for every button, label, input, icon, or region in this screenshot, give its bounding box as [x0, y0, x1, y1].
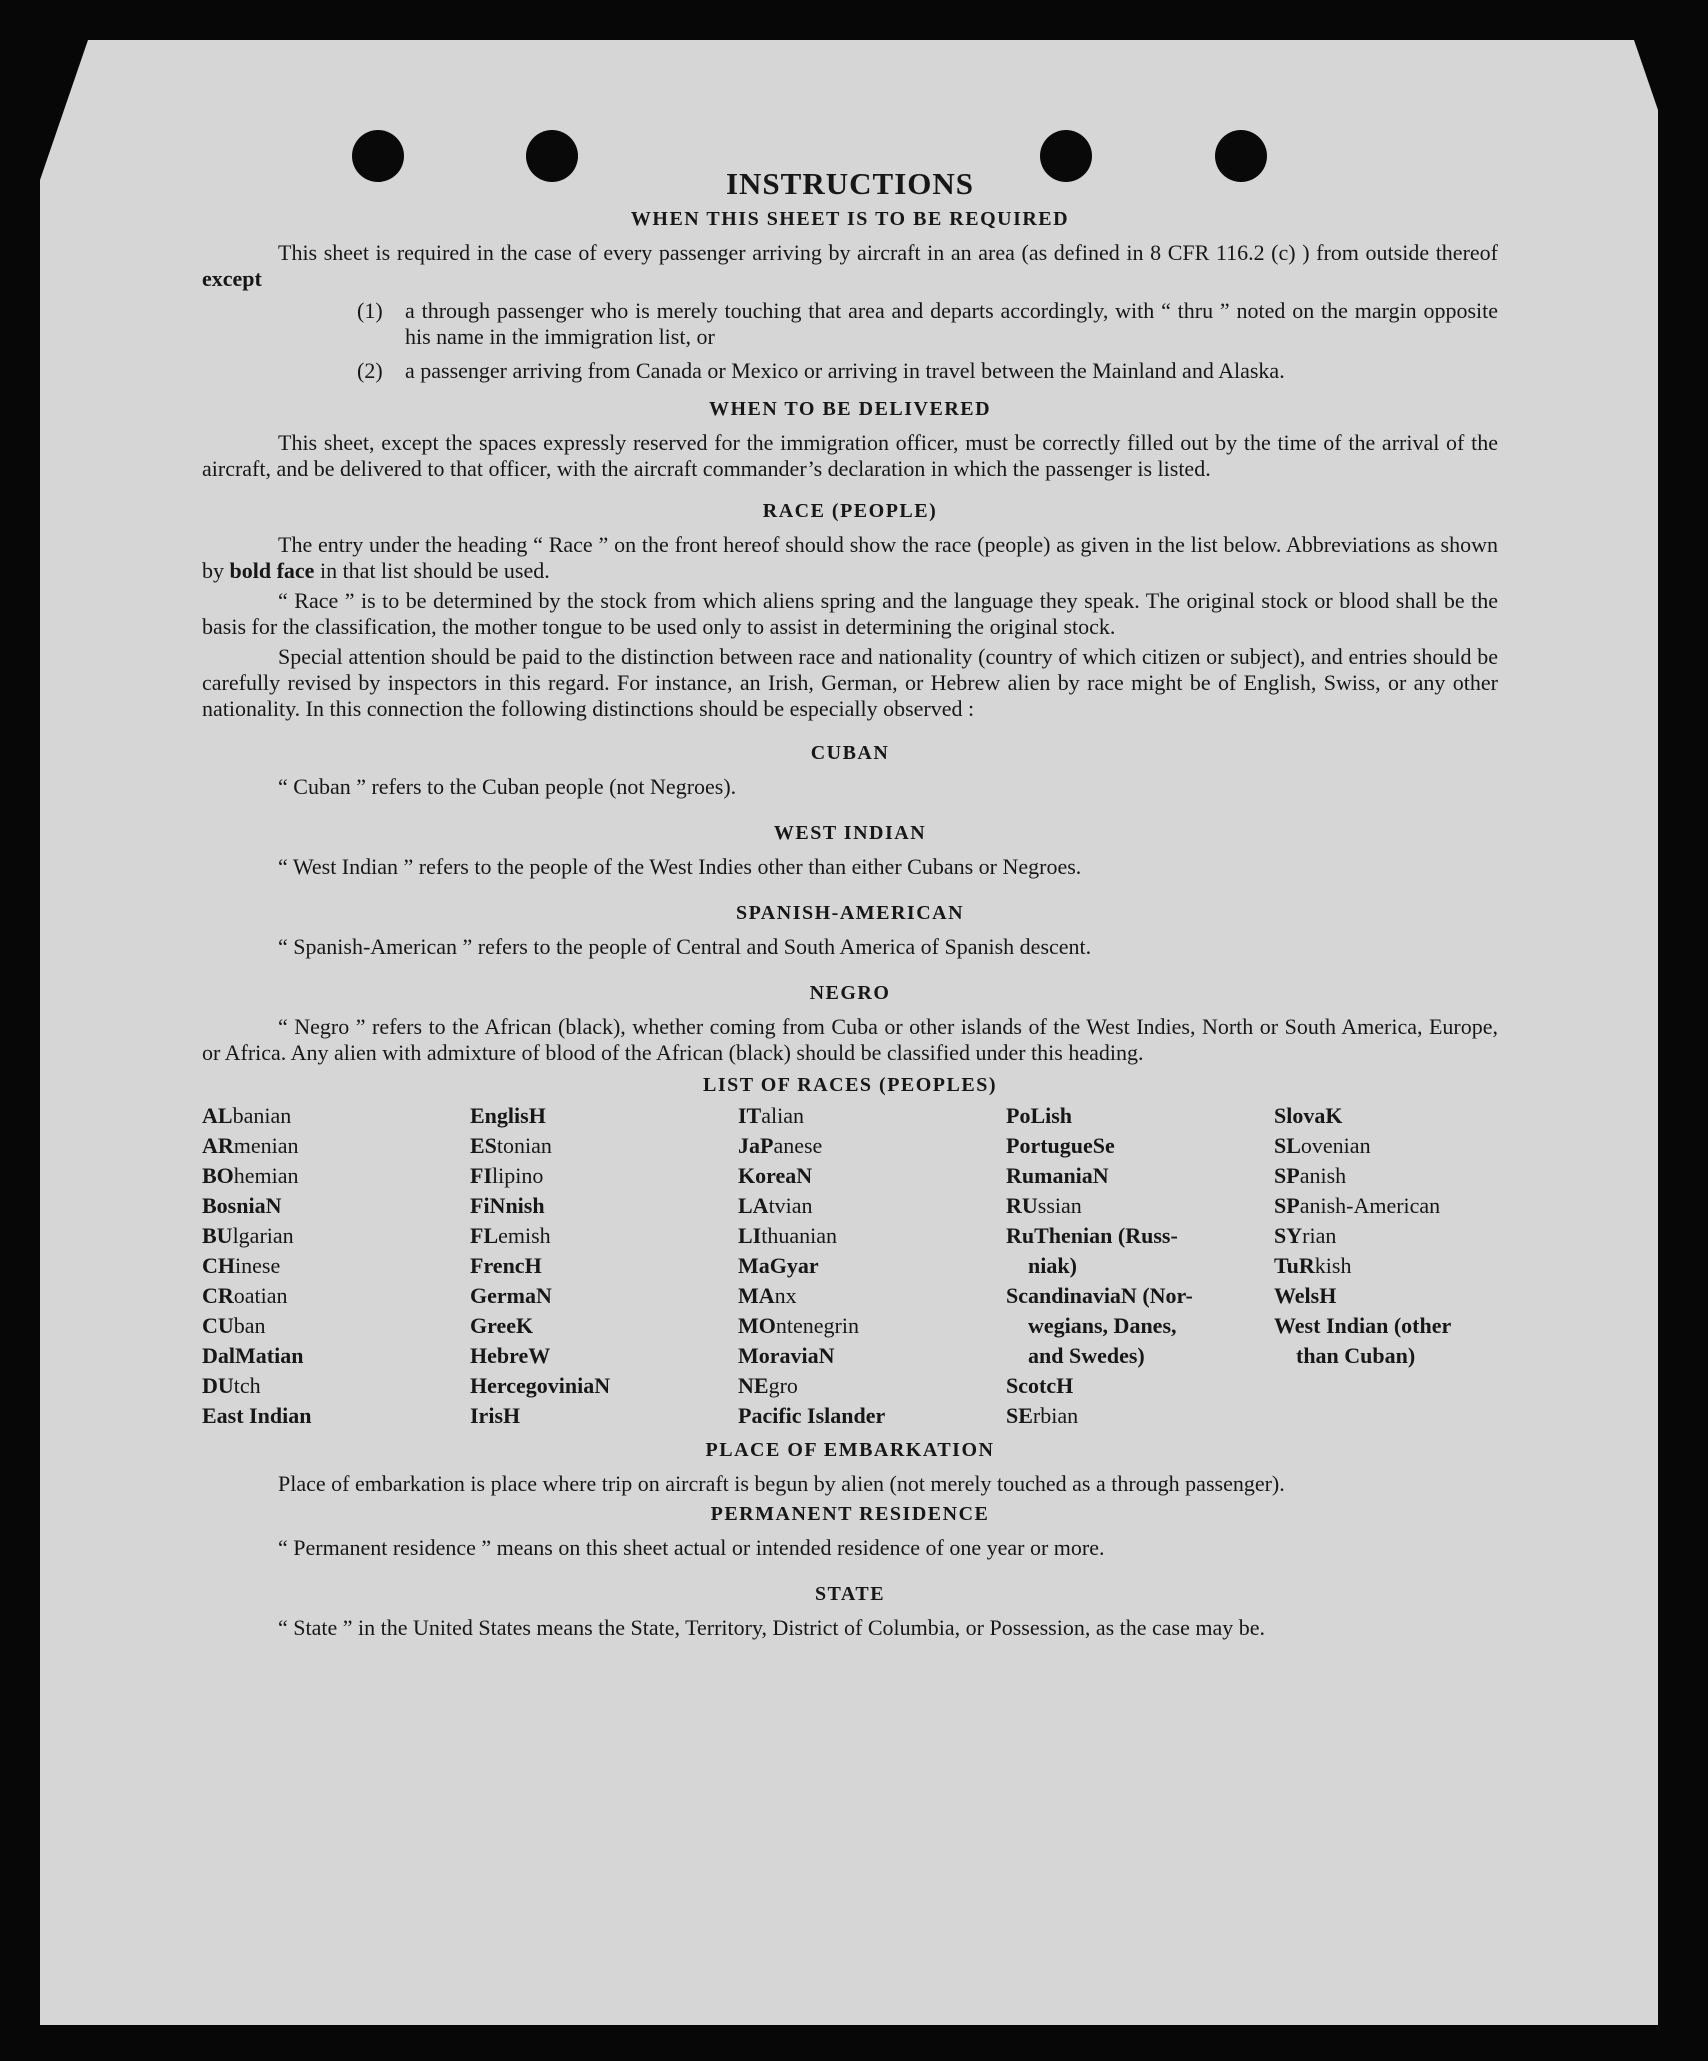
para-embarkation: Place of embarkation is place where trip on aircraft is begun by alien (not merely touched as a through passenger).: [278, 1471, 1285, 1496]
para-required: This sheet is required in the case of every passenger arriving by aircraft in an area (as defined in 8 CFR 116.2 (c) ) from outside thereof except: [202, 240, 1498, 291]
para-cuban: “ Cuban ” refers to the Cuban people (not Negroes).: [278, 774, 737, 799]
race-entry: FiNnish: [470, 1193, 545, 1218]
race-entry: HebreW: [470, 1343, 551, 1368]
race-entry: RuThenian (Russ-: [1006, 1223, 1178, 1248]
race-entry: CUban: [202, 1313, 266, 1338]
heading-permanent-residence: PERMANENT RESIDENCE: [710, 1503, 990, 1525]
race-entry: WelsH: [1274, 1283, 1337, 1308]
race-entry: MoraviaN: [738, 1343, 835, 1368]
race-entry: BUlgarian: [202, 1223, 294, 1248]
heading-race: RACE (PEOPLE): [762, 500, 938, 522]
race-entry: SYrian: [1274, 1223, 1337, 1248]
race-entry: RUssian: [1006, 1193, 1082, 1218]
race-entry: JaPanese: [738, 1133, 823, 1158]
race-entry: RumaniaN: [1006, 1163, 1109, 1188]
race-entry: SPanish-American: [1274, 1193, 1441, 1218]
race-entry: FrencH: [470, 1253, 542, 1278]
race-entry: ScotcH: [1006, 1373, 1074, 1398]
race-entry: DalMatian: [202, 1343, 304, 1368]
race-entry: SlovaK: [1274, 1103, 1343, 1128]
races-column: [202, 1101, 470, 1431]
race-entry: EnglisH: [470, 1103, 546, 1128]
race-entry: FLemish: [470, 1223, 551, 1248]
heading-when-required: WHEN THIS SHEET IS TO BE REQUIRED: [630, 208, 1070, 230]
races-column: [470, 1101, 738, 1431]
heading-spanish-american: SPANISH-AMERICAN: [735, 902, 965, 924]
exception-item: (2) a passenger arriving from Canada or Mexico or arriving in travel between the Mainland and Alaska.: [357, 358, 1285, 383]
race-entry: West Indian (other: [1274, 1313, 1452, 1338]
race-entry: PortugueSe: [1006, 1133, 1115, 1158]
para-delivered: This sheet, except the spaces expressly reserved for the immigration officer, must be correctly filled out by the time of the arrival of the aircraft, and be delivered to that officer, with the aircraft commander’s declaration in which the passenger is listed.: [202, 430, 1498, 481]
heading-list-of-races: LIST OF RACES (PEOPLES): [702, 1074, 997, 1096]
race-entry: CHinese: [202, 1253, 281, 1278]
race-entry: MOntenegrin: [738, 1313, 859, 1338]
race-entry: SErbian: [1006, 1403, 1079, 1428]
race-entry: IrisH: [470, 1403, 521, 1428]
para-state: “ State ” in the United States means the State, Territory, District of Columbia, or Possession, as the case may be.: [278, 1615, 1266, 1640]
race-entry: and Swedes): [1028, 1343, 1145, 1368]
heading-negro: NEGRO: [809, 982, 891, 1004]
para-spanish-american: “ Spanish-American ” refers to the people of Central and South America of Spanish descent.: [278, 934, 1092, 959]
race-entry: MAnx: [738, 1283, 797, 1308]
heading-embarkation: PLACE OF EMBARKATION: [705, 1439, 995, 1461]
race-entry: NEgro: [738, 1373, 798, 1398]
race-entry: HercegoviniaN: [470, 1373, 611, 1398]
para-permanent-residence: “ Permanent residence ” means on this sheet actual or intended residence of one year or more.: [278, 1535, 1105, 1560]
race-entry: GreeK: [470, 1313, 534, 1338]
race-entry: ARmenian: [202, 1133, 299, 1158]
race-entry: niak): [1028, 1253, 1077, 1278]
race-entry: ITalian: [738, 1103, 805, 1128]
race-entry: GermaN: [470, 1283, 552, 1308]
race-entry: MaGyar: [738, 1253, 819, 1278]
race-entry: Pacific Islander: [738, 1403, 886, 1428]
race-entry: LAtvian: [738, 1193, 813, 1218]
race-entry: LIthuanian: [738, 1223, 838, 1248]
race-entry: FIlipino: [470, 1163, 544, 1188]
race-entry: SLovenian: [1274, 1133, 1371, 1158]
race-entry: PoLish: [1006, 1103, 1073, 1128]
races-list: [202, 1101, 1498, 1431]
race-entry: than Cuban): [1296, 1343, 1416, 1368]
heading-west-indian: WEST INDIAN: [773, 822, 927, 844]
race-entry: KoreaN: [738, 1163, 813, 1188]
para-negro: “ Negro ” refers to the African (black), whether coming from Cuba or other islands of the West Indies, North or South America, Europe, or Africa. Any alien with admixture of blood of the African (black) should be classified under this heading.: [202, 1014, 1498, 1065]
race-entry: ScandinaviaN (Nor-: [1006, 1283, 1193, 1308]
race-entry: East Indian: [202, 1403, 312, 1428]
exception-item: (1) a through passenger who is merely touching that area and departs accordingly, with “ thru ” noted on the margin opposite his name in the immigration list, or: [357, 298, 1498, 349]
race-entry: ALbanian: [202, 1103, 292, 1128]
para-race-definition: “ Race ” is to be determined by the stock from which aliens spring and the language they speak. The original stock or blood shall be the basis for the classification, the mother tongue to be used only to assist in determining the original stock.: [202, 588, 1498, 639]
heading-when-delivered: WHEN TO BE DELIVERED: [708, 398, 992, 420]
heading-cuban: CUBAN: [810, 742, 890, 764]
race-entry: BosniaN: [202, 1193, 282, 1218]
heading-state: STATE: [814, 1583, 886, 1605]
races-column: [1274, 1101, 1498, 1431]
race-entry: SPanish: [1274, 1163, 1347, 1188]
races-column: [1006, 1101, 1274, 1431]
race-entry: BOhemian: [202, 1163, 299, 1188]
races-column: [738, 1101, 1006, 1431]
para-west-indian: “ West Indian ” refers to the people of the West Indies other than either Cubans or Negroes.: [278, 854, 1082, 879]
para-race-entry: The entry under the heading “ Race ” on the front hereof should show the race (people) as given in the list below. Abbreviations as shown by bold face in that list should be used.: [202, 532, 1498, 583]
race-entry: TuRkish: [1274, 1253, 1352, 1278]
instructions-document: [202, 166, 1498, 1641]
race-entry: CRoatian: [202, 1283, 288, 1308]
para-race-nationality: Special attention should be paid to the distinction between race and nationality (country of which citizen or subject), and entries should be carefully revised by inspectors in this regard. For instance, an Irish, German, or Hebrew alien by race might be of English, Swiss, or any other nationality. In this connection the following distinctions should be especially observed :: [202, 644, 1498, 721]
race-entry: wegians, Danes,: [1028, 1313, 1177, 1338]
page-title: INSTRUCTIONS: [725, 166, 974, 201]
race-entry: EStonian: [470, 1133, 552, 1158]
race-entry: DUtch: [202, 1373, 261, 1398]
